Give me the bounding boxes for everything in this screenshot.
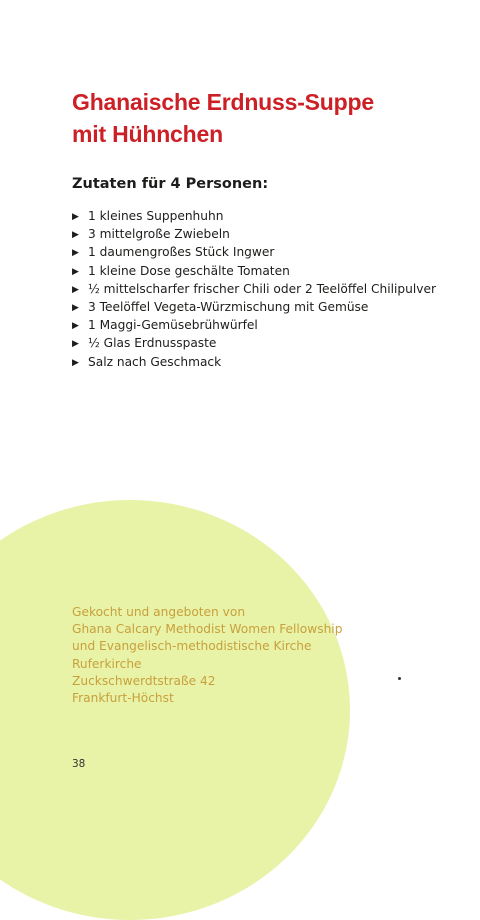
ingredient-item (72, 244, 436, 262)
ingredient-text: 3 mittelgroße Zwiebeln (88, 227, 230, 242)
triangle-right-icon: ▶ (72, 321, 79, 332)
credits-block (72, 604, 342, 707)
triangle-right-icon: ▶ (72, 212, 79, 222)
ingredient-item (72, 335, 436, 353)
ingredient-text: 3 Teelöffel Vegeta-Würzmischung mit Gemüse (88, 300, 369, 315)
ingredient-text: 1 daumengroßes Stück Ingwer (88, 245, 275, 260)
credits-line: Frankfurt-Höchst (72, 691, 174, 706)
credits-line: Gekocht und angeboten von (72, 605, 246, 619)
ingredient-text: 1 Maggi-Gemüsebrühwürfel (88, 318, 258, 333)
triangle-right-icon: ▶ (72, 248, 79, 259)
triangle-right-icon: ▶ (72, 357, 79, 368)
credits-line: und Evangelisch-methodistische Kirche (72, 639, 312, 654)
triangle-right-icon: ▶ (72, 266, 79, 277)
credits-line: Ghana Calcary Methodist Women Fellowship (72, 622, 343, 637)
triangle-right-icon: ▶ (72, 230, 79, 241)
recipe-title (72, 86, 374, 150)
ingredient-item (72, 354, 436, 372)
ingredient-text: ½ Glas Erdnusspaste (88, 336, 217, 351)
credits-line: Zuckschwerdtstraße 42 (72, 673, 216, 688)
credits-line: Ruferkirche (72, 656, 142, 671)
page-number: 38 (72, 758, 86, 770)
triangle-right-icon: ▶ (72, 339, 79, 350)
ingredient-text: 1 kleine Dose geschälte Tomaten (88, 263, 290, 278)
recipe-title-line-2: mit Hühnchen (72, 121, 223, 147)
ingredient-text: Salz nach Geschmack (88, 354, 222, 369)
ingredient-list (72, 208, 436, 372)
recipe-title-line-1: Ghanaische Erdnuss-Suppe (72, 89, 374, 115)
decorative-dot (398, 677, 401, 680)
ingredient-item (72, 299, 436, 317)
ingredient-item (72, 208, 436, 226)
decorative-circle (0, 500, 350, 920)
ingredient-item (72, 263, 436, 281)
ingredient-item (72, 226, 436, 244)
ingredient-item (72, 281, 436, 299)
triangle-right-icon: ▶ (72, 284, 79, 295)
triangle-right-icon: ▶ (72, 303, 79, 314)
ingredient-text: ½ mittelscharfer frischer Chili oder 2 Teelöffel Chilipulver (88, 281, 436, 296)
ingredient-item (72, 317, 436, 335)
ingredients-heading: Zutaten für 4 Personen: (72, 176, 269, 192)
ingredient-text: 1 kleines Suppenhuhn (88, 209, 224, 223)
